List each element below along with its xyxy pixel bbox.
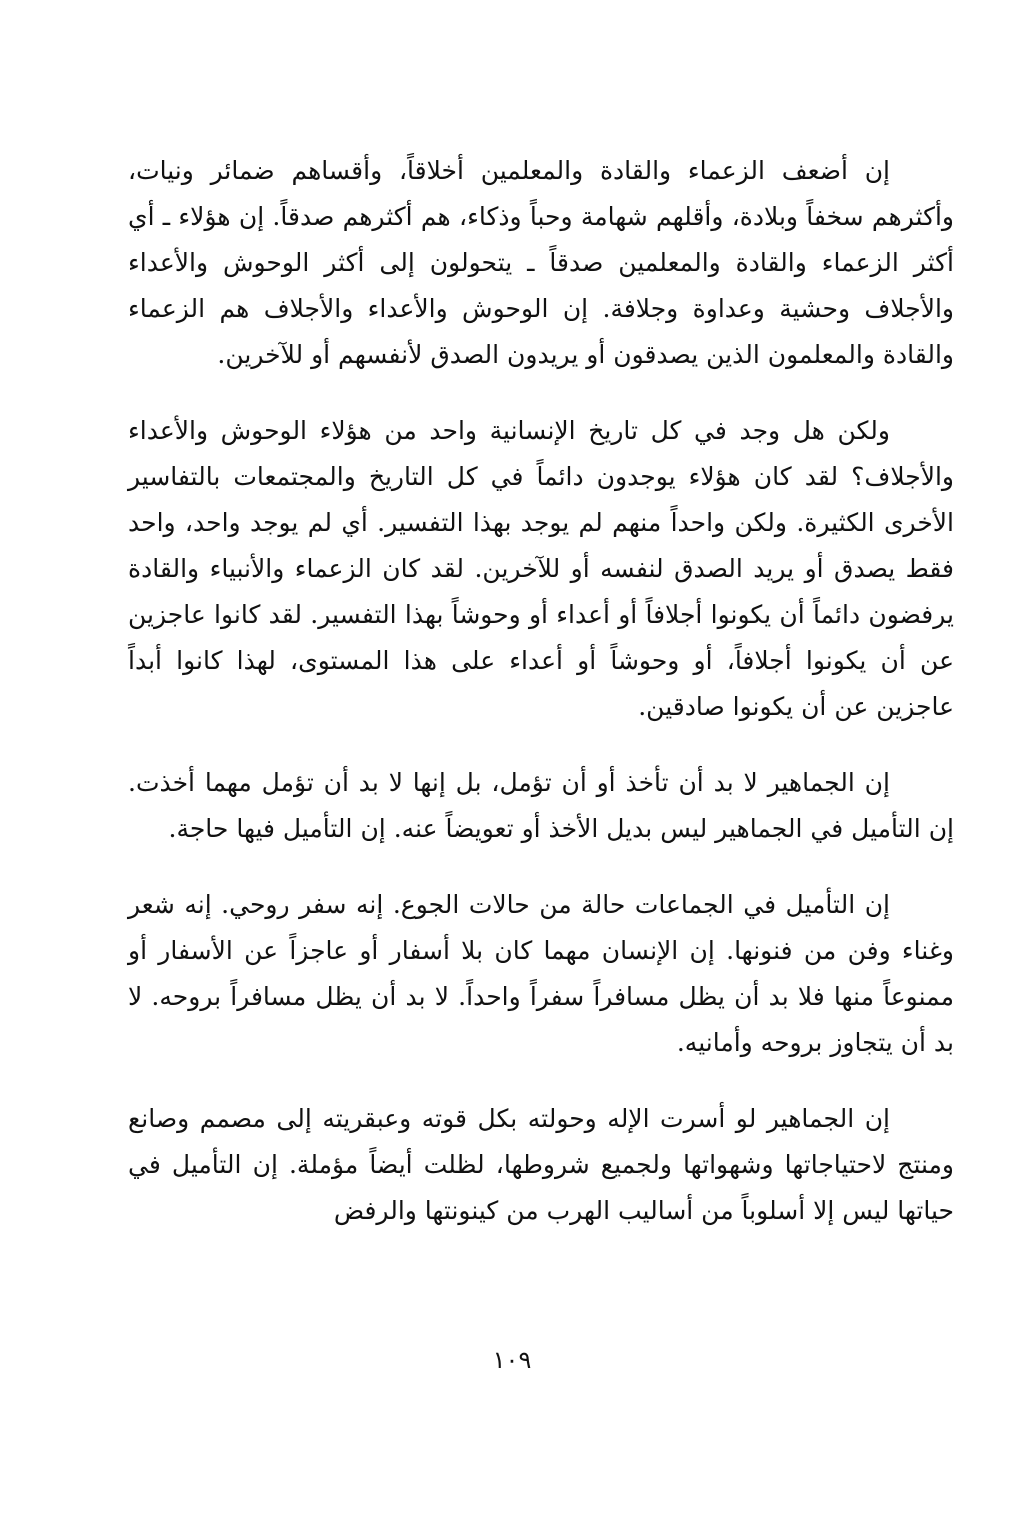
paragraph-1: إن أضعف الزعماء والقادة والمعلمين أخلاقاً، وأقساهم ضمائر ونيات، وأكثرهم سخفاً وبلادة، وأقلهم شهامة وحباً وذكاء، هم أكثرهم صدقاً. إن هؤلاء ـ أي أكثر الزعماء والقادة والمعلمين صدقاً ـ يتحولون إلى أكثر الوحوش والأعداء والأجلاف وحشية وعداوة وجلافة. إن الوحوش والأعداء والأجلاف هم الزعماء والقادة والمعلمون الذين يصدقون أو يريدون الصدق لأنفسهم أو للآخرين. [128,156,954,369]
paragraph-4: إن التأميل في الجماعات حالة من حالات الجوع. إنه سفر روحي. إنه شعر وغناء وفن من فنونها. إن الإنسان مهما كان بلا أسفار أو عاجزاً عن الأسفار أو ممنوعاً منها فلا بد أن يظل مسافراً سفراً واحداً. لا بد أن يظل مسافراً بروحه. لا بد أن يتجاوز بروحه وأمانيه. [128,890,954,1057]
paragraph-2: ولكن هل وجد في كل تاريخ الإنسانية واحد من هؤلاء الوحوش والأعداء والأجلاف؟ لقد كان هؤلاء يوجدون دائماً في كل التاريخ والمجتمعات بالتفاسير الأخرى الكثيرة. ولكن واحداً منهم لم يوجد بهذا التفسير. أي لم يوجد واحد، واحد فقط يصدق أو يريد الصدق لنفسه أو للآخرين. لقد كان الزعماء والأنبياء والقادة يرفضون دائماً أن يكونوا أجلافاً أو أعداء أو وحوشاً بهذا التفسير. لقد كانوا عاجزين عن أن يكونوا أجلافاً، أو وحوشاً أو أعداء على هذا المستوى، لهذا كانوا أبداً عاجزين عن أن يكونوا صادقين. [128,416,955,721]
paragraph-5: إن الجماهير لو أسرت الإله وحولته بكل قوته وعبقريته إلى مصمم وصانع ومنتج لاحتياجاتها وشهواتها ولجميع شروطها، لظلت أيضاً مؤملة. إن التأميل في حياتها ليس إلا أسلوباً من أساليب الهرب من كينونتها والرفض [128,1104,954,1225]
paragraph-3: إن الجماهير لا بد أن تأخذ أو أن تؤمل، بل إنها لا بد أن تؤمل مهما أخذت. إن التأميل في الجماهير ليس بديل الأخذ أو تعويضاً عنه. إن التأميل فيها حاجة. [128,768,954,843]
page-body [128,148,954,1234]
page-number: ١٠٩ [492,1346,532,1374]
